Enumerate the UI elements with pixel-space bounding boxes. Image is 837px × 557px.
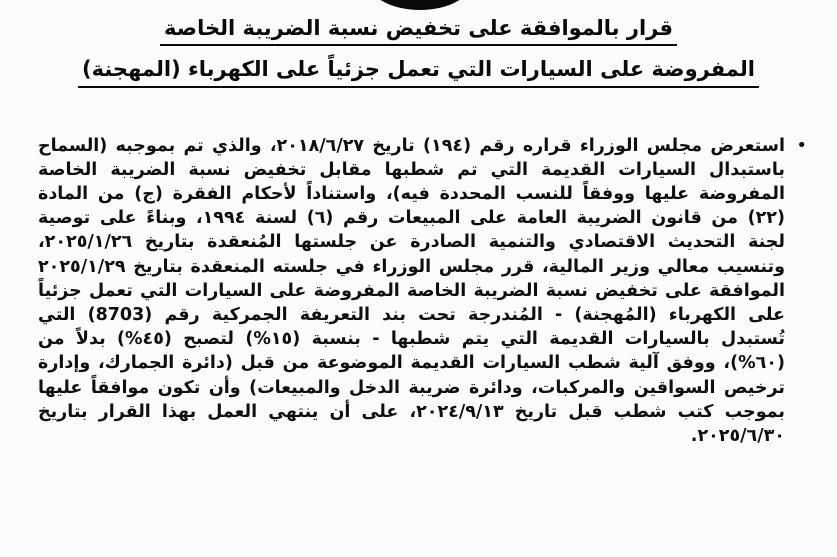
decision-paragraph: استعرض مجلس الوزراء قراره رقم (١٩٤) تاريخ ٢٠١٨/٦/٢٧، والذي تم بموجبه (السماح باستبدال السيارات القديمة التي تم شطبها مقابل تخفيض نسبة الضريبة الخاصة المفروضة عليها ووفقاً للنسب المحددة فيه)، واستناداً لأحكام الفقرة (ج) من المادة (٢٢) من قانون الضريبة العامة على المبيعات رقم (٦) لسنة ١٩٩٤، وبناءً على توصية لجنة التحديث الاقتصادي والتنمية الصادرة عن جلستها المُنعقدة بتاريخ ٢٠٢٥/١/٢٦، وتنسيب معالي وزير المالية، قرر مجلس الوزراء في جلسته المنعقدة بتاريخ ٢٠٢٥/١/٢٩ الموافقة على تخفيض نسبة الضريبة الخاصة المفروضة على السيارات التي تعمل جزئياً على الكهرباء (المُهجنة) - المُندرجة تحت بند التعريفة الجمركية رقم (8703) التي تُستبدل بالسيارات القديمة التي يتم شطبها - بنسبة (١٥%) لتصبح (٤٥%) بدلاً من (٦٠%)، ووفق آلية شطب السيارات القديمة الموضوعة من قبل (دائرة الجمارك، وإدارة ترخيص السواقين والمركبات، ودائرة ضريبة الدخل والمبيعات) وأن تكون موافقاً عليها بموجب كتب شطب قبل تاريخ ٢٠٢٤/٩/١٣، على أن ينتهي العمل بهذا القرار بتاريخ ٢٠٢٥/٦/٣٠. xyxy=(38,135,785,446)
document-title xyxy=(0,0,837,88)
decision-paragraph-row xyxy=(0,134,837,449)
title-line-2: المفروضة على السيارات التي تعمل جزئياً على الكهرباء (المهجنة) xyxy=(78,56,759,87)
title-line-1: قرار بالموافقة على تخفيض نسبة الضريبة الخاصة xyxy=(160,15,677,46)
bullet-marker: • xyxy=(796,134,807,156)
